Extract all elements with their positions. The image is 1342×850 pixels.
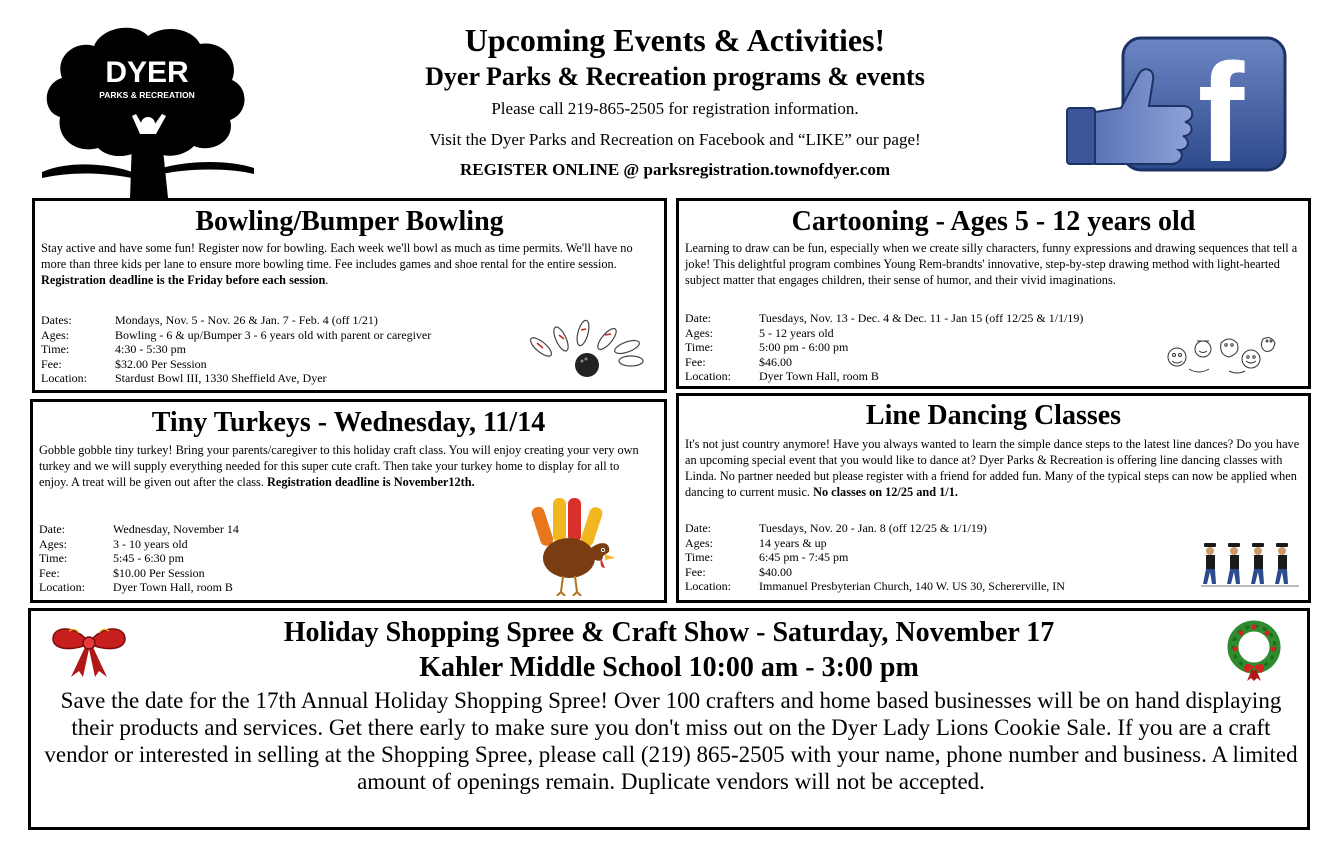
cartooning-details [685, 311, 1083, 384]
facebook-like-icon [1063, 36, 1288, 174]
holiday-location-time: Kahler Middle School 10:00 am - 3:00 pm [419, 652, 919, 683]
holiday-title: Holiday Shopping Spree & Craft Show - Saturday, November 17 [283, 617, 1055, 648]
tiny-turkeys-title: Tiny Turkeys - Wednesday, 11/14 [151, 407, 546, 438]
holiday-description: Save the date for the 17th Annual Holiday Shopping Spree! Over 100 crafters and home based businesses will be on hand displaying their products and services. Get there early to make sure you don't miss out on the Dyer Lady Lions Cookie Sale. If you are a craft vendor or interested in selling at the Shopping Spree, please call (219) 865-2505 with your name, phone number and business. A limited amount of openings remain. Duplicate vendors will not be accepted. [44, 688, 1298, 794]
cartooning-section [676, 198, 1311, 389]
tiny-turkeys-details [39, 522, 239, 595]
bowling-description: Stay active and have some fun! Register now for bowling. Each week we'll bowl as much as time permits. We'll have no more than three kids per lane to ensure more bowling time. Fee includes games and shoe rental for the entire session. Registration deadline is the Friday before each session. [41, 241, 633, 287]
detail-row: Fee: $10.00 Per Session [39, 565, 205, 580]
detail-row: Fee: $40.00 [685, 564, 792, 579]
logo-brand: DYER [105, 56, 189, 89]
detail-row: Ages: 5 - 12 years old [685, 325, 834, 340]
bowling-pins-icon [527, 317, 647, 379]
detail-row: Fee: $46.00 [685, 354, 792, 369]
tiny-turkeys-section [30, 399, 667, 603]
line-dancing-title: Line Dancing Classes [865, 400, 1122, 431]
cartooning-title: Cartooning - Ages 5 - 12 years old [791, 206, 1196, 237]
detail-row: Location: Dyer Town Hall, room B [39, 580, 233, 594]
detail-row: Time: 6:45 pm - 7:45 pm [685, 550, 849, 564]
holiday-wreath-icon [1223, 619, 1285, 681]
logo-tagline: PARKS & RECREATION [99, 90, 195, 100]
page-subtitle: Dyer Parks & Recreation programs & events [425, 62, 925, 91]
detail-row: Time: 4:30 - 5:30 pm [41, 342, 186, 356]
handprint-turkey-icon [517, 496, 617, 596]
line-dancers-icon [1201, 542, 1299, 590]
line-dancing-section [676, 393, 1311, 603]
detail-row: Dates: Mondays, Nov. 5 - Nov. 26 & Jan. 7 - Feb. 4 (off 1/21) [41, 313, 378, 327]
detail-row: Fee: $32.00 Per Session [41, 356, 207, 371]
tiny-turkeys-description: Gobble gobble tiny turkey! Bring your parents/caregiver to this holiday craft class. You will enjoy creating your very own turkey and we will supply everything needed for this super cute craft. Then take your turkey home to display for all to enjoy. A treat will be given out after the class. Registration deadline is November12th. [39, 443, 639, 489]
detail-row: Ages: Bowling - 6 & up/Bumper 3 - 6 years old with parent or caregiver [41, 327, 432, 342]
red-bow-icon [49, 621, 129, 679]
register-online-line: REGISTER ONLINE @ parksregistration.townofdyer.com [460, 160, 890, 179]
detail-row: Time: 5:00 pm - 6:00 pm [685, 340, 849, 354]
facebook-line: Visit the Dyer Parks and Recreation on Facebook and “LIKE” our page! [429, 130, 921, 149]
cartooning-description: Learning to draw can be fun, especially when we create silly characters, funny expressions and drawing sequences that tell a joke! This delightful program combines Young Rem-brandts' innovative, step-by-step drawing method with light-hearted subject matter that engages children, their sense of humor, and their vivid imaginations. [685, 241, 1298, 287]
registration-phone-line: Please call 219-865-2505 for registration information. [491, 99, 859, 118]
bowling-section [32, 198, 667, 393]
detail-row: Date: Wednesday, November 14 [39, 522, 239, 536]
bowling-title: Bowling/Bumper Bowling [195, 206, 504, 237]
cartoon-sketch-icon [1163, 329, 1279, 379]
bowling-details [41, 313, 431, 386]
facebook-f-glyph: f [1197, 36, 1245, 174]
detail-row: Time: 5:45 - 6:30 pm [39, 551, 184, 565]
line-dancing-description: It's not just country anymore! Have you always wanted to learn the simple dance steps to the latest line dances? Do you have an upcoming special event that you would like to dance at? Dyer Parks & Recreation is offering line dancing classes with Linda. No partner needed but please register with a friend for added fun. Many of the typical steps can now be applied when dancing to current music. No classes on 12/25 and 1/1. [685, 437, 1300, 499]
detail-row: Ages: 3 - 10 years old [39, 536, 188, 551]
detail-row: Location: Immanuel Presbyterian Church, 140 W. US 30, Schererville, IN [685, 579, 1065, 593]
detail-row: Location: Stardust Bowl III, 1330 Sheffield Ave, Dyer [41, 371, 327, 385]
page-title: Upcoming Events & Activities! [464, 22, 886, 58]
holiday-shopping-section [28, 608, 1310, 830]
dyer-parks-logo [40, 22, 255, 202]
detail-row: Location: Dyer Town Hall, room B [685, 369, 879, 383]
line-dancing-details [685, 521, 1065, 594]
detail-row: Ages: 14 years & up [685, 535, 827, 550]
detail-row: Date: Tuesdays, Nov. 13 - Dec. 4 & Dec. 11 - Jan 15 (off 12/25 & 1/1/19) [685, 311, 1084, 325]
detail-row: Date: Tuesdays, Nov. 20 - Jan. 8 (off 12/25 & 1/1/19) [685, 521, 987, 535]
